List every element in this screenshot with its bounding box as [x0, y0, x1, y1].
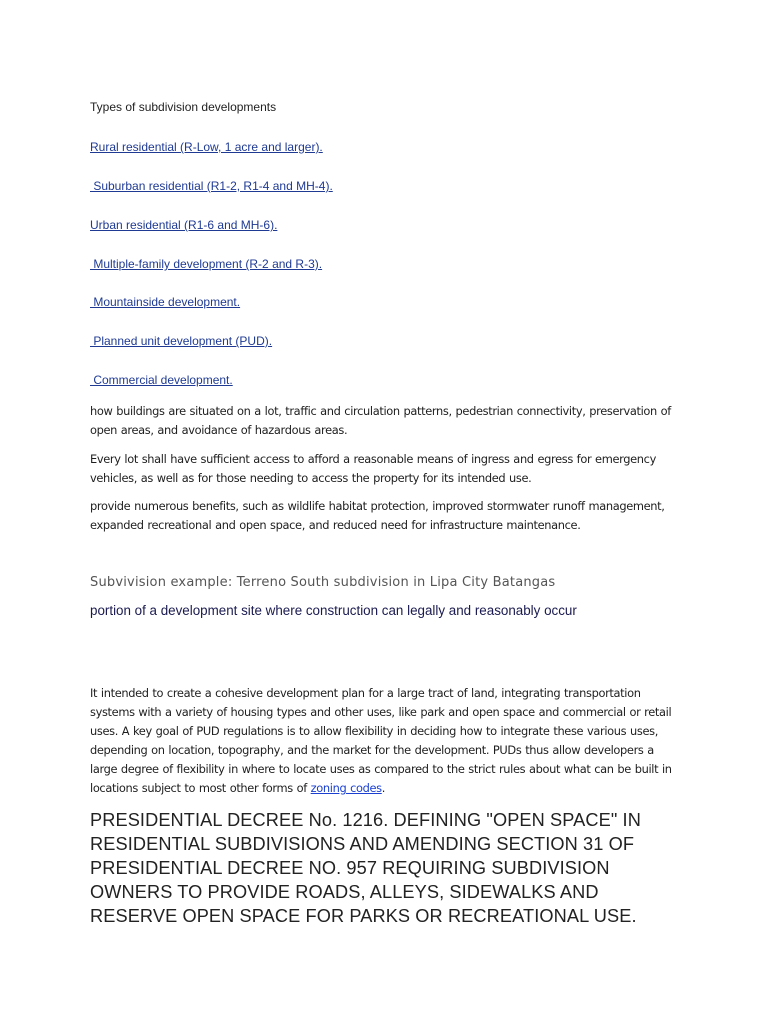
example-caption: Subvivision example: Terreno South subdivision in Lipa City Batangas [90, 575, 556, 590]
paragraph-pud [90, 684, 682, 798]
link-suburban-residential[interactable]: Suburban residential (R1-2, R1-4 and MH-4). [90, 179, 333, 193]
link-planned-unit-development[interactable]: Planned unit development (PUD). [90, 334, 273, 348]
buildable-area-definition: portion of a development site where construction can legally and reasonably occur [90, 603, 577, 618]
link-urban-residential[interactable]: Urban residential (R1-6 and MH-6). [90, 218, 278, 232]
paragraph-benefits: provide numerous benefits, such as wildlife habitat protection, improved stormwater runoff management, expanded recreational and open space, and reduced need for infrastructure maintenance. [90, 499, 665, 532]
pud-paragraph-end: . [381, 781, 386, 795]
pud-paragraph-text: It intended to create a cohesive development plan for a large tract of land, integrating transportation systems with a variety of housing types and other uses, like park and open space and commercial or retail uses. A key goal of PUD regulations is to allow flexibility in deciding how to integrate these various uses, depending on location, topography, and the market for the development. PUDs thus allow developers a large degree of flexibility in where to locate uses as compared to the strict rules about what can be built in locations subject to most other forms of [90, 686, 672, 795]
link-rural-residential[interactable]: Rural residential (R-Low, 1 acre and larger). [90, 140, 323, 154]
link-multiple-family-development[interactable]: Multiple-family development (R-2 and R-3). [90, 257, 323, 271]
zoning-codes-link[interactable]: zoning codes [310, 781, 382, 795]
link-commercial-development[interactable]: Commercial development. [90, 373, 233, 387]
section-heading: Types of subdivision developments [90, 100, 277, 114]
paragraph-lot-access: Every lot shall have sufficient access to afford a reasonable means of ingress and egress for emergency vehicles, as well as for those needing to access the property for its intended use. [90, 452, 656, 485]
presidential-decree-heading: PRESIDENTIAL DECREE No. 1216. DEFINING "OPEN SPACE" IN RESIDENTIAL SUBDIVISIONS AND AMENDING SECTION 31 OF PRESIDENTIAL DECREE NO. 957 REQUIRING SUBDIVISION OWNERS TO PROVIDE ROADS, ALLEYS, SIDEWALKS AND RESERVE OPEN SPACE FOR PARKS OR RECREATIONAL USE. [90, 810, 641, 926]
paragraph-site-design: how buildings are situated on a lot, traffic and circulation patterns, pedestrian connectivity, preservation of open areas, and avoidance of hazardous areas. [90, 404, 671, 437]
link-mountainside-development[interactable]: Mountainside development. [90, 295, 241, 309]
